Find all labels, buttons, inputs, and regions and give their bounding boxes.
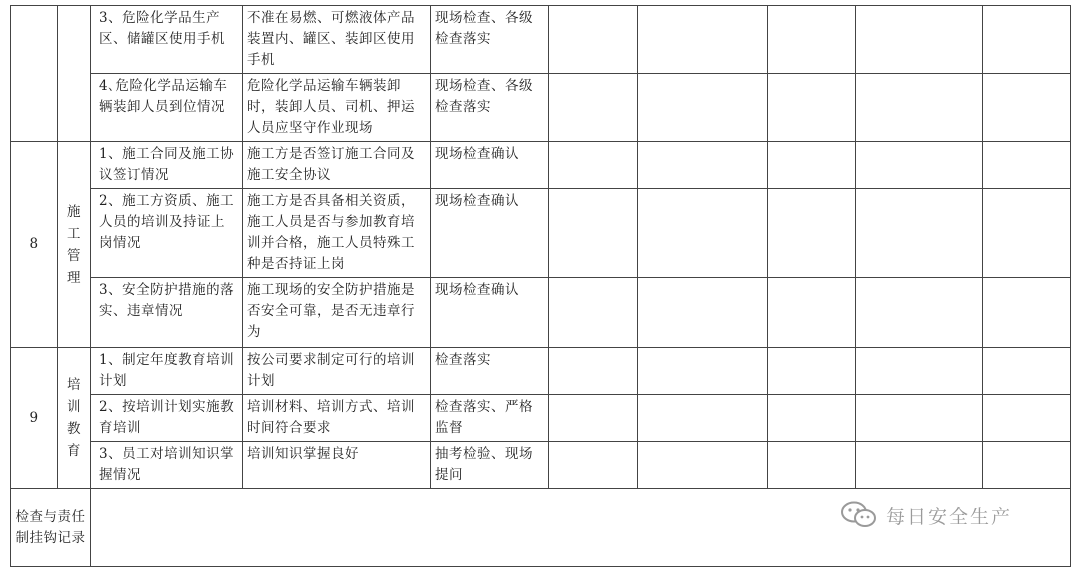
blank-cell	[638, 189, 768, 278]
blank-cell	[983, 74, 1071, 142]
blank-cell	[638, 278, 768, 348]
table-row	[11, 142, 1071, 189]
blank-cell	[856, 6, 983, 74]
blank-cell	[549, 395, 638, 442]
watermark-text: 每日安全生产	[886, 505, 1013, 528]
blank-cell	[768, 6, 856, 74]
standard-cell: 培训知识掌握良好	[243, 442, 431, 489]
blank-cell	[549, 278, 638, 348]
blank-cell	[983, 395, 1071, 442]
table-row	[11, 74, 1071, 142]
blank-cell	[549, 74, 638, 142]
blank-cell	[768, 348, 856, 395]
blank-cell	[549, 442, 638, 489]
blank-cell	[856, 142, 983, 189]
blank-cell	[856, 395, 983, 442]
table-row	[11, 395, 1071, 442]
blank-cell	[638, 74, 768, 142]
method-cell: 现场检查、各级检查落实	[431, 6, 549, 74]
inspection-table	[10, 5, 1071, 567]
blank-cell	[856, 278, 983, 348]
blank-cell	[638, 142, 768, 189]
blank-cell	[983, 142, 1071, 189]
blank-cell	[983, 442, 1071, 489]
standard-cell: 不准在易燃、可燃液体产品装置内、罐区、装卸区使用手机	[243, 6, 431, 74]
method-cell: 抽考检验、现场提问	[431, 442, 549, 489]
blank-cell	[638, 395, 768, 442]
method-cell: 现场检查确认	[431, 189, 549, 278]
table-row	[11, 442, 1071, 489]
category-label: 施工管理	[58, 142, 91, 348]
item-cell: 2、施工方资质、施工人员的培训及持证上岗情况	[91, 189, 243, 278]
blank-cell	[856, 348, 983, 395]
blank-cell	[549, 189, 638, 278]
item-cell: 3、危险化学品生产区、储罐区使用手机	[91, 6, 243, 74]
standard-cell: 施工方是否签订施工合同及施工安全协议	[243, 142, 431, 189]
blank-cell	[983, 348, 1071, 395]
table-row	[11, 189, 1071, 278]
blank-cell	[768, 189, 856, 278]
item-cell: 2、按培训计划实施教育培训	[91, 395, 243, 442]
blank-cell	[856, 189, 983, 278]
item-cell: 1、制定年度教育培训计划	[91, 348, 243, 395]
blank-cell	[549, 6, 638, 74]
blank-cell	[768, 395, 856, 442]
row-number: 9	[11, 348, 58, 489]
blank-cell	[983, 6, 1071, 74]
blank-cell	[638, 442, 768, 489]
row-number: 8	[11, 142, 58, 348]
method-cell: 现场检查、各级检查落实	[431, 74, 549, 142]
method-cell: 现场检查确认	[431, 142, 549, 189]
blank-cell	[549, 142, 638, 189]
table-row	[11, 6, 1071, 74]
item-cell: 4､危险化学品运输车辆装卸人员到位情况	[91, 74, 243, 142]
standard-cell: 危险化学品运输车辆装卸时，装卸人员、司机、押运人员应坚守作业现场	[243, 74, 431, 142]
blank-cell	[638, 6, 768, 74]
blank-cell	[856, 442, 983, 489]
standard-cell: 施工现场的安全防护措施是否安全可靠，是否无违章行为	[243, 278, 431, 348]
table-row	[11, 278, 1071, 348]
standard-cell: 按公司要求制定可行的培训计划	[243, 348, 431, 395]
blank-cell	[983, 189, 1071, 278]
blank-cell	[856, 74, 983, 142]
num-cell	[11, 6, 58, 142]
item-cell: 3、员工对培训知识掌握情况	[91, 442, 243, 489]
blank-cell	[768, 442, 856, 489]
item-cell: 3、安全防护措施的落实、违章情况	[91, 278, 243, 348]
blank-cell	[549, 348, 638, 395]
blank-cell	[983, 278, 1071, 348]
method-cell: 检查落实、严格监督	[431, 395, 549, 442]
table-row	[11, 348, 1071, 395]
method-cell: 现场检查确认	[431, 278, 549, 348]
blank-cell	[638, 348, 768, 395]
category-cell	[58, 6, 91, 142]
wechat-icon	[840, 500, 878, 530]
standard-cell: 培训材料、培训方式、培训时间符合要求	[243, 395, 431, 442]
watermark	[840, 500, 1012, 530]
item-cell: 1、施工合同及施工协议签订情况	[91, 142, 243, 189]
category-label: 培训教育	[58, 348, 91, 489]
method-cell: 检查落实	[431, 348, 549, 395]
blank-cell	[768, 142, 856, 189]
blank-cell	[768, 74, 856, 142]
footer-label: 检查与责任制挂钩记录	[11, 489, 91, 567]
blank-cell	[768, 278, 856, 348]
standard-cell: 施工方是否具备相关资质，施工人员是否与参加教育培训并合格，施工人员特殊工种是否持证上岗	[243, 189, 431, 278]
